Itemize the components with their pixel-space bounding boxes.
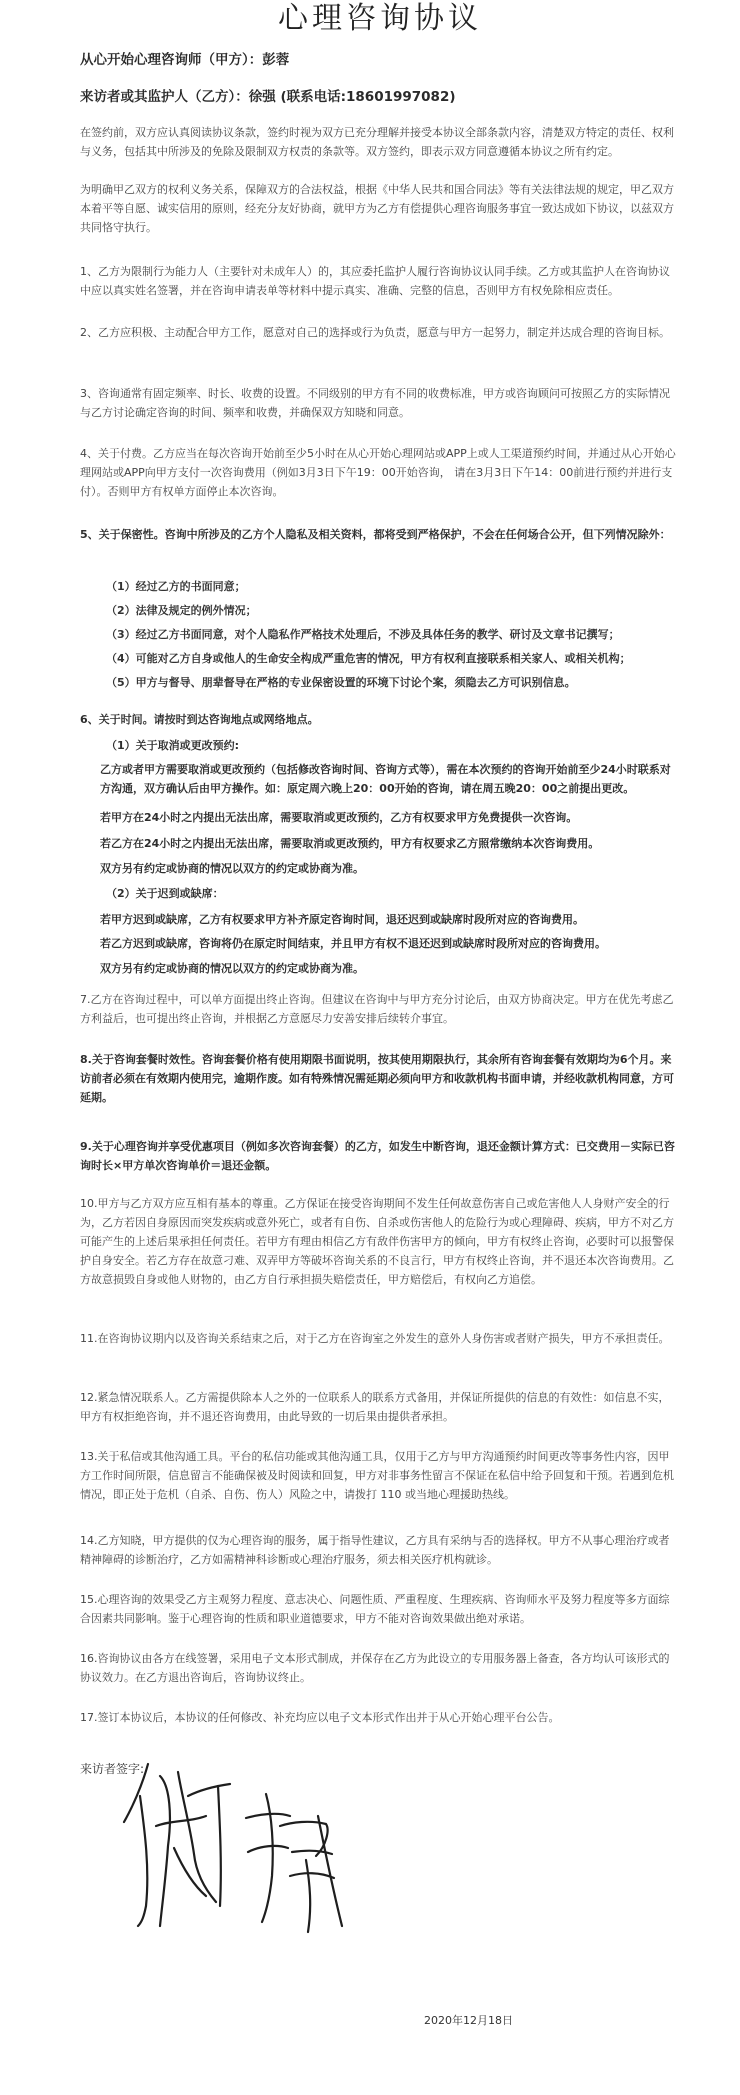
intro-paragraph-1: 在签约前，双方应认真阅读协议条款，签约时视为双方已充分理解并接受本协议全部条款内容，清楚双方特定的责任、权利与义务，包括其中所涉及的免除及限制双方权责的条款等。双方签约，即表示双方同意遵循本协议之所有约定。 xyxy=(80,126,674,158)
signing-date: 2020年12月18日 xyxy=(424,2014,513,2027)
clause-5: 5、关于保密性。咨询中所涉及的乙方个人隐私及相关资料，都将受到严格保护，不会在任何场合公开，但下列情况除外： xyxy=(80,528,671,541)
exception-item: （2）法律及规定的例外情况； xyxy=(106,604,257,617)
clause-1: 1、乙方为限制行为能力人（主要针对未成年人）的，其应委托监护人履行咨询协议认同手续。乙方或其监护人在咨询协议中应以真实姓名签署，并在咨询申请表单等材料中提示真实、准确、完整的信息，否则甲方有权免除相应责任。 xyxy=(80,265,670,297)
clause-16: 16.咨询协议由各方在线签署，采用电子文本形式制成，并保存在乙方为此设立的专用服务器上备查，各方均认可该形式的协议效力。在乙方退出咨询后，咨询协议终止。 xyxy=(80,1652,670,1684)
clause-6-1-title: （1）关于取消或更改预约: xyxy=(106,739,240,752)
party-b: 来访者或其监护人（乙方）：徐强 (联系电话:18601997082) xyxy=(80,89,456,105)
clause-9: 9.关于心理咨询并享受优惠项目（例如多次咨询套餐）的乙方，如发生中断咨询，退还金额计算方式：已交费用－实际已咨询时长×甲方单次咨询单价＝退还金额。 xyxy=(80,1140,675,1172)
clause-17: 17.签订本协议后，本协议的任何修改、补充均应以电子文本形式作出并于从心开始心理平台公告。 xyxy=(80,1711,560,1724)
confidentiality-exceptions xyxy=(106,575,680,695)
clause-13: 13.关于私信或其他沟通工具。平台的私信功能或其他沟通工具，仅用于乙方与甲方沟通预约时间更改等事务性内容，因甲方工作时间所限，信息留言不能确保被及时阅读和回复，甲方对非事务性留言不保证在私信中给予回复和干预。若遇到危机情况，即正处于危机（自杀、自伤、伤人）风险之中，请拨打 110 或当地心理援助热线。 xyxy=(80,1450,674,1501)
party-a: 从心开始心理咨询师（甲方）：彭蓉 xyxy=(80,52,290,68)
document-title: 心理咨询协议 xyxy=(278,1,482,36)
clause-14: 14.乙方知晓，甲方提供的仅为心理咨询的服务，属于指导性建议，乙方具有采纳与否的选择权。甲方不从事心理治疗或者精神障碍的诊断治疗，乙方如需精神科诊断或心理治疗服务，须去相关医疗机构就诊。 xyxy=(80,1534,670,1566)
clause-6: 6、关于时间。请按时到达咨询地点或网络地点。 xyxy=(80,713,319,726)
clause-2: 2、乙方应积极、主动配合甲方工作，愿意对自己的选择或行为负责，愿意与甲方一起努力，制定并达成合理的咨询目标。 xyxy=(80,326,670,339)
clause-6-1-line: 乙方或者甲方需要取消或更改预约（包括修改咨询时间、咨询方式等），需在本次预约的咨询开始前至少24小时联系对方沟通，双方确认后由甲方操作。如：原定周六晚上20：00开始的咨询，请在周五晚20：00之前提出更改。 xyxy=(100,763,671,795)
clause-8: 8.关于咨询套餐时效性。咨询套餐价格有使用期限书面说明，按其使用期限执行，其余所有咨询套餐有效期均为6个月。来访前者必须在有效期内使用完，逾期作废。如有特殊情况需延期必须向甲方和收款机构书面申请，并经收款机构同意，方可延期。 xyxy=(80,1053,674,1104)
exception-item: （3）经过乙方书面同意，对个人隐私作严格技术处理后，不涉及具体任务的教学、研讨及文章书记撰写； xyxy=(106,628,620,641)
clause-12: 12.紧急情况联系人。乙方需提供除本人之外的一位联系人的联系方式备用，并保证所提供的信息的有效性：如信息不实，甲方有权拒绝咨询，并不退还咨询费用，由此导致的一切后果由提供者承担。 xyxy=(80,1391,670,1423)
clause-3: 3、咨询通常有固定频率、时长、收费的设置。不同级别的甲方有不同的收费标准，甲方或咨询顾问可按照乙方的实际情况与乙方讨论确定咨询的时间、频率和收费，并确保双方知晓和同意。 xyxy=(80,387,670,419)
clause-6-1-line: 若乙方在24小时之内提出无法出席，需要取消或更改预约，甲方有权要求乙方照常缴纳本次咨询费用。 xyxy=(100,837,600,850)
exception-item: （1）经过乙方的书面同意； xyxy=(106,580,246,593)
clause-6-2-line: 若甲方迟到或缺席，乙方有权要求甲方补齐原定咨询时间，退还迟到或缺席时段所对应的咨询费用。 xyxy=(100,913,584,926)
clause-6-2-title: （2）关于迟到或缺席： xyxy=(106,887,224,900)
clause-6-2-line: 若乙方迟到或缺席，咨询将仍在原定时间结束，并且甲方有权不退还迟到或缺席时段所对应的咨询费用。 xyxy=(100,937,606,950)
exception-item: （5）甲方与督导、朋辈督导在严格的专业保密设置的环境下讨论个案，须隐去乙方可识别信息。 xyxy=(106,676,576,689)
clause-4: 4、关于付费。乙方应当在每次咨询开始前至少5小时在从心开始心理网站或APP上或人工渠道预约时间，并通过从心开始心理网站或APP向甲方支付一次咨询费用（例如3月3日下午19：00开始咨询， 请在3月3日下午14：00前进行预约并进行支付）。否则甲方有权单方面停止本次咨询。 xyxy=(80,447,676,498)
clause-11: 11.在咨询协议期内以及咨询关系结束之后，对于乙方在咨询室之外发生的意外人身伤害或者财产损失，甲方不承担责任。 xyxy=(80,1332,670,1345)
clause-6-1-line: 双方另有约定或协商的情况以双方的约定或协商为准。 xyxy=(100,862,364,875)
clause-10: 10.甲方与乙方双方应互相有基本的尊重。乙方保证在接受咨询期间不发生任何故意伤害自己或危害他人人身财产安全的行为，乙方若因自身原因而突发疾病或意外死亡，或者有自伤、自杀或伤害他人的危险行为或心理障碍、疾病，甲方不对乙方可能产生的上述后果承担任何责任。若甲方有理由相信乙方有敌伴伤害甲方的倾向，甲方有权终止咨询，必要时可以报警保护自身安全。若乙方存在故意刁难、双弄甲方等破坏咨询关系的不良言行，甲方有权终止咨询，并不退还本次咨询费用。乙方故意损毁自身或他人财物的，由乙方自行承担损失赔偿责任，甲方赔偿后，有权向乙方追偿。 xyxy=(80,1197,674,1286)
clause-6-1-line: 若甲方在24小时之内提出无法出席，需要取消或更改预约，乙方有权要求甲方免费提供一次咨询。 xyxy=(100,811,578,824)
intro-paragraph-2: 为明确甲乙双方的权利义务关系，保障双方的合法权益，根据《中华人民共和国合同法》等有关法律法规的规定，甲乙双方本着平等自愿、诚实信用的原则，经充分友好协商，就甲方为乙方有偿提供心理咨询服务事宜一致达成如下协议，以兹双方共同恪守执行。 xyxy=(80,183,674,234)
exception-item: （4）可能对乙方自身或他人的生命安全构成严重危害的情况，甲方有权利直接联系相关家人、或相关机构； xyxy=(106,652,631,665)
visitor-signature-label: 来访者签字: xyxy=(80,1762,145,1776)
clause-7: 7.乙方在咨询过程中，可以单方面提出终止咨询。但建议在咨询中与甲方充分讨论后，由双方协商决定。甲方在优先考虑乙方利益后，也可提出终止咨询，并根据乙方意愿尽力安善安排后续转介事宜。 xyxy=(80,993,674,1025)
clause-6-2-line: 双方另有约定或协商的情况以双方的约定或协商为准。 xyxy=(100,962,364,975)
handwritten-signature xyxy=(120,1756,350,1936)
clause-15: 15.心理咨询的效果受乙方主观努力程度、意志决心、问题性质、严重程度、生理疾病、咨询师水平及努力程度等多方面综合因素共同影响。鉴于心理咨询的性质和职业道德要求，甲方不能对咨询效果做出绝对承诺。 xyxy=(80,1593,670,1625)
